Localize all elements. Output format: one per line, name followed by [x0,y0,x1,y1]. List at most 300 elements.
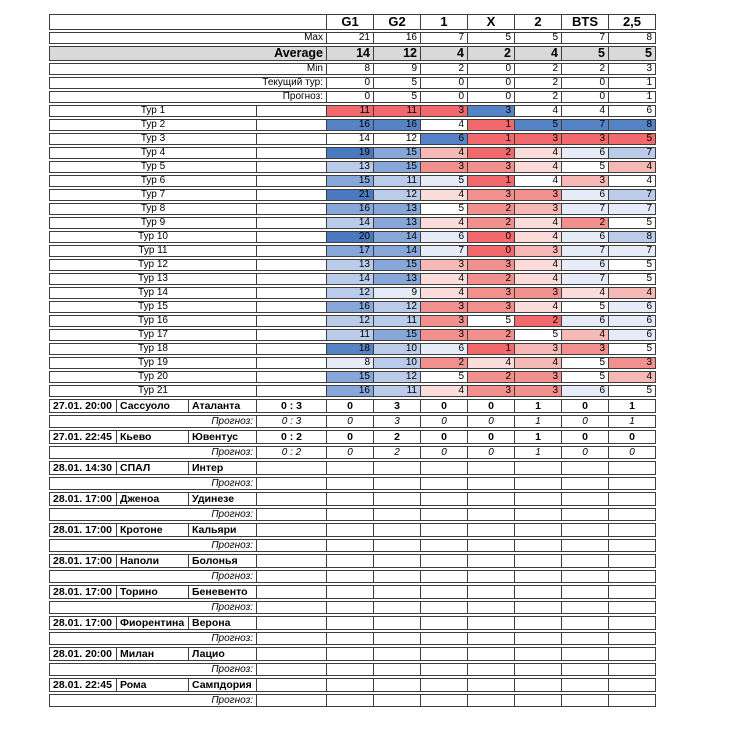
round-7-bts[interactable]: 6 [562,189,609,201]
round-14-label[interactable]: Тур 14 [49,287,257,299]
round-5-g1[interactable]: 13 [327,161,374,173]
round-16-1[interactable]: 3 [421,315,468,327]
fixture-4-g2[interactable] [374,492,421,506]
summary-прогноз--1[interactable]: 0 [421,91,468,103]
fixture-6-g1[interactable] [327,554,374,568]
prognoz-5-x[interactable] [468,539,515,552]
round-4-blank-cell[interactable] [257,147,327,159]
round-21-g2[interactable]: 11 [374,385,421,397]
round-10-2-5[interactable]: 8 [609,231,656,243]
fixture-4-2-5[interactable] [609,492,656,506]
fixture-10-home[interactable]: Рома [117,678,189,692]
fixture-2-2[interactable]: 1 [515,430,562,444]
summary-max-2-5[interactable]: 8 [609,32,656,44]
round-21-2[interactable]: 3 [515,385,562,397]
column-header-bts[interactable]: BTS [562,14,609,30]
fixture-10-2-5[interactable] [609,678,656,692]
round-13-label[interactable]: Тур 13 [49,273,257,285]
summary-прогноз--g2[interactable]: 5 [374,91,421,103]
round-3-g2[interactable]: 12 [374,133,421,145]
summary-min-2-5[interactable]: 3 [609,63,656,75]
prognoz-1-1[interactable]: 0 [421,415,468,428]
column-header-1[interactable]: 1 [421,14,468,30]
summary-прогноз--2-5[interactable]: 1 [609,91,656,103]
round-14-1[interactable]: 4 [421,287,468,299]
summary-min-2[interactable]: 2 [515,63,562,75]
round-13-g2[interactable]: 13 [374,273,421,285]
round-6-2-5[interactable]: 4 [609,175,656,187]
round-14-2-5[interactable]: 4 [609,287,656,299]
fixture-5-2-5[interactable] [609,523,656,537]
round-9-2[interactable]: 4 [515,217,562,229]
fixture-10-g1[interactable] [327,678,374,692]
prognoz-9-x[interactable] [468,663,515,676]
prognoz-10-g1[interactable] [327,694,374,707]
summary-текущий-тур--g1[interactable]: 0 [327,77,374,89]
round-16-g1[interactable]: 12 [327,315,374,327]
fixture-3-2-5[interactable] [609,461,656,475]
prognoz-6-g1[interactable] [327,570,374,583]
round-2-g2[interactable]: 16 [374,119,421,131]
round-3-bts[interactable]: 3 [562,133,609,145]
round-6-1[interactable]: 5 [421,175,468,187]
column-header-2-5[interactable]: 2,5 [609,14,656,30]
prognoz-3-bts[interactable] [562,477,609,490]
round-8-label[interactable]: Тур 8 [49,203,257,215]
round-20-1[interactable]: 5 [421,371,468,383]
prognoz-9-1[interactable] [421,663,468,676]
round-11-g1[interactable]: 17 [327,245,374,257]
prognoz-1-score[interactable]: 0 : 3 [257,415,327,428]
round-20-x[interactable]: 2 [468,371,515,383]
prognoz-6-g2[interactable] [374,570,421,583]
round-17-g1[interactable]: 11 [327,329,374,341]
column-header-g1[interactable]: G1 [327,14,374,30]
fixture-7-bts[interactable] [562,585,609,599]
round-19-2[interactable]: 4 [515,357,562,369]
fixture-4-score[interactable] [257,492,327,506]
round-2-2-5[interactable]: 8 [609,119,656,131]
round-9-1[interactable]: 4 [421,217,468,229]
round-17-bts[interactable]: 4 [562,329,609,341]
round-1-bts[interactable]: 4 [562,105,609,117]
round-6-label[interactable]: Тур 6 [49,175,257,187]
prognoz-9-2-5[interactable] [609,663,656,676]
summary-average-2-5[interactable]: 5 [609,46,656,61]
fixture-5-home[interactable]: Кротоне [117,523,189,537]
round-10-label[interactable]: Тур 10 [49,231,257,243]
fixture-6-home[interactable]: Наполи [117,554,189,568]
prognoz-2-g2[interactable]: 2 [374,446,421,459]
round-5-1[interactable]: 3 [421,161,468,173]
fixture-10-away[interactable]: Сампдория [189,678,257,692]
round-20-2-5[interactable]: 4 [609,371,656,383]
round-1-x[interactable]: 3 [468,105,515,117]
fixture-5-1[interactable] [421,523,468,537]
summary-average-g1[interactable]: 14 [327,46,374,61]
prognoz-6-2-5[interactable] [609,570,656,583]
round-12-1[interactable]: 3 [421,259,468,271]
prognoz-4-1[interactable] [421,508,468,521]
prognoz-3-score[interactable] [257,477,327,490]
round-1-2[interactable]: 4 [515,105,562,117]
fixture-3-score[interactable] [257,461,327,475]
fixture-2-2-5[interactable]: 0 [609,430,656,444]
prognoz-3-x[interactable] [468,477,515,490]
fixture-4-away[interactable]: Удинезе [189,492,257,506]
fixture-2-x[interactable]: 0 [468,430,515,444]
round-13-bts[interactable]: 7 [562,273,609,285]
round-18-g1[interactable]: 18 [327,343,374,355]
round-19-label[interactable]: Тур 19 [49,357,257,369]
round-6-x[interactable]: 1 [468,175,515,187]
prognoz-5-g2[interactable] [374,539,421,552]
prognoz-9-g1[interactable] [327,663,374,676]
round-5-x[interactable]: 3 [468,161,515,173]
round-3-g1[interactable]: 14 [327,133,374,145]
fixture-3-date[interactable]: 28.01. 14:30 [49,461,117,475]
column-header-2[interactable]: 2 [515,14,562,30]
round-21-g1[interactable]: 16 [327,385,374,397]
fixture-8-home[interactable]: Фиорентина [117,616,189,630]
round-8-g2[interactable]: 13 [374,203,421,215]
prognoz-7-2-5[interactable] [609,601,656,614]
round-16-2-5[interactable]: 6 [609,315,656,327]
round-19-2-5[interactable]: 3 [609,357,656,369]
fixture-9-1[interactable] [421,647,468,661]
round-20-2[interactable]: 3 [515,371,562,383]
prognoz-10-label[interactable]: Прогноз: [49,694,257,707]
prognoz-8-label[interactable]: Прогноз: [49,632,257,645]
round-18-bts[interactable]: 3 [562,343,609,355]
fixture-10-g2[interactable] [374,678,421,692]
prognoz-4-g1[interactable] [327,508,374,521]
prognoz-6-score[interactable] [257,570,327,583]
round-12-g2[interactable]: 15 [374,259,421,271]
round-12-bts[interactable]: 6 [562,259,609,271]
fixture-10-score[interactable] [257,678,327,692]
prognoz-10-bts[interactable] [562,694,609,707]
round-15-g1[interactable]: 16 [327,301,374,313]
fixture-8-away[interactable]: Верона [189,616,257,630]
prognoz-2-g1[interactable]: 0 [327,446,374,459]
fixture-2-home[interactable]: Кьево [117,430,189,444]
round-1-g2[interactable]: 11 [374,105,421,117]
fixture-9-2-5[interactable] [609,647,656,661]
summary-min-g2[interactable]: 9 [374,63,421,75]
fixture-1-away[interactable]: Аталанта [189,399,257,413]
round-3-blank-cell[interactable] [257,133,327,145]
fixture-5-g1[interactable] [327,523,374,537]
fixture-8-bts[interactable] [562,616,609,630]
round-4-1[interactable]: 4 [421,147,468,159]
summary-max-g2[interactable]: 16 [374,32,421,44]
round-10-blank-cell[interactable] [257,231,327,243]
fixture-1-g2[interactable]: 3 [374,399,421,413]
fixture-6-2[interactable] [515,554,562,568]
fixture-9-g1[interactable] [327,647,374,661]
fixture-3-g1[interactable] [327,461,374,475]
fixture-3-2[interactable] [515,461,562,475]
summary-прогноз--g1[interactable]: 0 [327,91,374,103]
round-7-2-5[interactable]: 7 [609,189,656,201]
round-4-2[interactable]: 4 [515,147,562,159]
summary-label-текущий-тур-[interactable]: Текущий тур: [49,77,327,89]
prognoz-3-2-5[interactable] [609,477,656,490]
summary-max-x[interactable]: 5 [468,32,515,44]
fixture-4-date[interactable]: 28.01. 17:00 [49,492,117,506]
round-18-g2[interactable]: 10 [374,343,421,355]
round-7-g1[interactable]: 21 [327,189,374,201]
fixture-2-date[interactable]: 27.01. 22:45 [49,430,117,444]
round-17-label[interactable]: Тур 17 [49,329,257,341]
prognoz-6-1[interactable] [421,570,468,583]
column-header-x[interactable]: X [468,14,515,30]
fixture-3-home[interactable]: СПАЛ [117,461,189,475]
prognoz-2-score[interactable]: 0 : 2 [257,446,327,459]
round-4-2-5[interactable]: 7 [609,147,656,159]
round-20-label[interactable]: Тур 20 [49,371,257,383]
fixture-6-score[interactable] [257,554,327,568]
fixture-9-2[interactable] [515,647,562,661]
round-16-bts[interactable]: 6 [562,315,609,327]
round-11-blank-cell[interactable] [257,245,327,257]
summary-min-1[interactable]: 2 [421,63,468,75]
fixture-4-x[interactable] [468,492,515,506]
fixture-6-2-5[interactable] [609,554,656,568]
prognoz-5-score[interactable] [257,539,327,552]
round-18-x[interactable]: 1 [468,343,515,355]
prognoz-10-x[interactable] [468,694,515,707]
round-13-blank-cell[interactable] [257,273,327,285]
prognoz-1-label[interactable]: Прогноз: [49,415,257,428]
fixture-2-1[interactable]: 0 [421,430,468,444]
fixture-7-away[interactable]: Беневенто [189,585,257,599]
round-17-g2[interactable]: 15 [374,329,421,341]
round-12-2-5[interactable]: 5 [609,259,656,271]
round-11-2-5[interactable]: 7 [609,245,656,257]
round-5-2-5[interactable]: 4 [609,161,656,173]
prognoz-1-2-5[interactable]: 1 [609,415,656,428]
round-14-x[interactable]: 3 [468,287,515,299]
prognoz-2-bts[interactable]: 0 [562,446,609,459]
summary-average-g2[interactable]: 12 [374,46,421,61]
round-14-g2[interactable]: 9 [374,287,421,299]
prognoz-1-2[interactable]: 1 [515,415,562,428]
fixture-7-home[interactable]: Торино [117,585,189,599]
round-7-label[interactable]: Тур 7 [49,189,257,201]
round-8-2-5[interactable]: 7 [609,203,656,215]
fixture-10-bts[interactable] [562,678,609,692]
prognoz-7-x[interactable] [468,601,515,614]
prognoz-6-label[interactable]: Прогноз: [49,570,257,583]
fixture-6-x[interactable] [468,554,515,568]
round-9-blank-cell[interactable] [257,217,327,229]
round-6-blank-cell[interactable] [257,175,327,187]
round-12-blank-cell[interactable] [257,259,327,271]
round-7-x[interactable]: 3 [468,189,515,201]
round-14-bts[interactable]: 4 [562,287,609,299]
fixture-7-1[interactable] [421,585,468,599]
round-15-2[interactable]: 4 [515,301,562,313]
fixture-2-g1[interactable]: 0 [327,430,374,444]
prognoz-4-g2[interactable] [374,508,421,521]
prognoz-10-2[interactable] [515,694,562,707]
round-2-1[interactable]: 4 [421,119,468,131]
round-1-label[interactable]: Тур 1 [49,105,257,117]
round-3-x[interactable]: 1 [468,133,515,145]
fixture-7-date[interactable]: 28.01. 17:00 [49,585,117,599]
round-17-blank-cell[interactable] [257,329,327,341]
round-11-1[interactable]: 7 [421,245,468,257]
prognoz-4-x[interactable] [468,508,515,521]
fixture-1-1[interactable]: 0 [421,399,468,413]
round-15-g2[interactable]: 12 [374,301,421,313]
round-9-x[interactable]: 2 [468,217,515,229]
prognoz-5-label[interactable]: Прогноз: [49,539,257,552]
round-21-bts[interactable]: 6 [562,385,609,397]
round-15-bts[interactable]: 5 [562,301,609,313]
round-21-x[interactable]: 3 [468,385,515,397]
round-19-bts[interactable]: 5 [562,357,609,369]
round-13-2[interactable]: 4 [515,273,562,285]
fixture-1-2[interactable]: 1 [515,399,562,413]
fixture-10-1[interactable] [421,678,468,692]
fixture-3-1[interactable] [421,461,468,475]
prognoz-3-g1[interactable] [327,477,374,490]
round-2-blank-cell[interactable] [257,119,327,131]
column-header-g2[interactable]: G2 [374,14,421,30]
fixture-4-2[interactable] [515,492,562,506]
summary-прогноз--x[interactable]: 0 [468,91,515,103]
summary-average-2[interactable]: 4 [515,46,562,61]
round-9-2-5[interactable]: 5 [609,217,656,229]
round-8-2[interactable]: 3 [515,203,562,215]
round-20-blank-cell[interactable] [257,371,327,383]
round-1-g1[interactable]: 11 [327,105,374,117]
fixture-6-bts[interactable] [562,554,609,568]
summary-прогноз--2[interactable]: 2 [515,91,562,103]
round-13-x[interactable]: 2 [468,273,515,285]
fixture-3-away[interactable]: Интер [189,461,257,475]
fixture-8-1[interactable] [421,616,468,630]
fixture-7-g2[interactable] [374,585,421,599]
round-1-2-5[interactable]: 6 [609,105,656,117]
round-6-g1[interactable]: 15 [327,175,374,187]
summary-average-bts[interactable]: 5 [562,46,609,61]
round-10-bts[interactable]: 6 [562,231,609,243]
summary-label-прогноз-[interactable]: Прогноз: [49,91,327,103]
fixture-8-g2[interactable] [374,616,421,630]
prognoz-7-1[interactable] [421,601,468,614]
fixture-3-x[interactable] [468,461,515,475]
fixture-7-2[interactable] [515,585,562,599]
fixture-2-g2[interactable]: 2 [374,430,421,444]
prognoz-5-2[interactable] [515,539,562,552]
round-3-2-5[interactable]: 5 [609,133,656,145]
round-1-blank-cell[interactable] [257,105,327,117]
round-21-2-5[interactable]: 5 [609,385,656,397]
prognoz-9-g2[interactable] [374,663,421,676]
round-8-g1[interactable]: 16 [327,203,374,215]
fixture-6-away[interactable]: Болонья [189,554,257,568]
round-16-x[interactable]: 5 [468,315,515,327]
prognoz-7-g2[interactable] [374,601,421,614]
fixture-4-g1[interactable] [327,492,374,506]
round-18-label[interactable]: Тур 18 [49,343,257,355]
round-6-bts[interactable]: 3 [562,175,609,187]
fixture-1-x[interactable]: 0 [468,399,515,413]
fixture-6-date[interactable]: 28.01. 17:00 [49,554,117,568]
round-17-2-5[interactable]: 6 [609,329,656,341]
round-15-x[interactable]: 3 [468,301,515,313]
prognoz-7-g1[interactable] [327,601,374,614]
prognoz-8-1[interactable] [421,632,468,645]
summary-label-average[interactable]: Average [49,46,327,61]
round-7-blank-cell[interactable] [257,189,327,201]
prognoz-3-label[interactable]: Прогноз: [49,477,257,490]
prognoz-8-g2[interactable] [374,632,421,645]
prognoz-7-2[interactable] [515,601,562,614]
round-10-1[interactable]: 6 [421,231,468,243]
round-8-blank-cell[interactable] [257,203,327,215]
prognoz-1-bts[interactable]: 0 [562,415,609,428]
fixture-7-score[interactable] [257,585,327,599]
prognoz-10-score[interactable] [257,694,327,707]
fixture-8-x[interactable] [468,616,515,630]
round-6-2[interactable]: 4 [515,175,562,187]
round-5-blank-cell[interactable] [257,161,327,173]
round-17-2[interactable]: 5 [515,329,562,341]
round-16-label[interactable]: Тур 16 [49,315,257,327]
round-19-g2[interactable]: 10 [374,357,421,369]
prognoz-6-bts[interactable] [562,570,609,583]
prognoz-1-g2[interactable]: 3 [374,415,421,428]
round-15-label[interactable]: Тур 15 [49,301,257,313]
prognoz-7-bts[interactable] [562,601,609,614]
round-12-label[interactable]: Тур 12 [49,259,257,271]
prognoz-1-x[interactable]: 0 [468,415,515,428]
round-4-bts[interactable]: 6 [562,147,609,159]
fixture-8-g1[interactable] [327,616,374,630]
round-2-label[interactable]: Тур 2 [49,119,257,131]
round-18-blank-cell[interactable] [257,343,327,355]
round-2-bts[interactable]: 7 [562,119,609,131]
prognoz-9-bts[interactable] [562,663,609,676]
prognoz-3-1[interactable] [421,477,468,490]
round-4-label[interactable]: Тур 4 [49,147,257,159]
prognoz-9-score[interactable] [257,663,327,676]
round-5-bts[interactable]: 5 [562,161,609,173]
round-5-label[interactable]: Тур 5 [49,161,257,173]
fixture-1-score[interactable]: 0 : 3 [257,399,327,413]
round-7-1[interactable]: 4 [421,189,468,201]
round-11-label[interactable]: Тур 11 [49,245,257,257]
fixture-8-2[interactable] [515,616,562,630]
fixture-7-2-5[interactable] [609,585,656,599]
prognoz-1-g1[interactable]: 0 [327,415,374,428]
fixture-1-g1[interactable]: 0 [327,399,374,413]
round-9-g2[interactable]: 13 [374,217,421,229]
summary-прогноз--bts[interactable]: 0 [562,91,609,103]
round-19-x[interactable]: 4 [468,357,515,369]
summary-текущий-тур--x[interactable]: 0 [468,77,515,89]
fixture-5-away[interactable]: Кальяри [189,523,257,537]
summary-max-1[interactable]: 7 [421,32,468,44]
round-4-g2[interactable]: 15 [374,147,421,159]
round-9-g1[interactable]: 14 [327,217,374,229]
prognoz-4-label[interactable]: Прогноз: [49,508,257,521]
